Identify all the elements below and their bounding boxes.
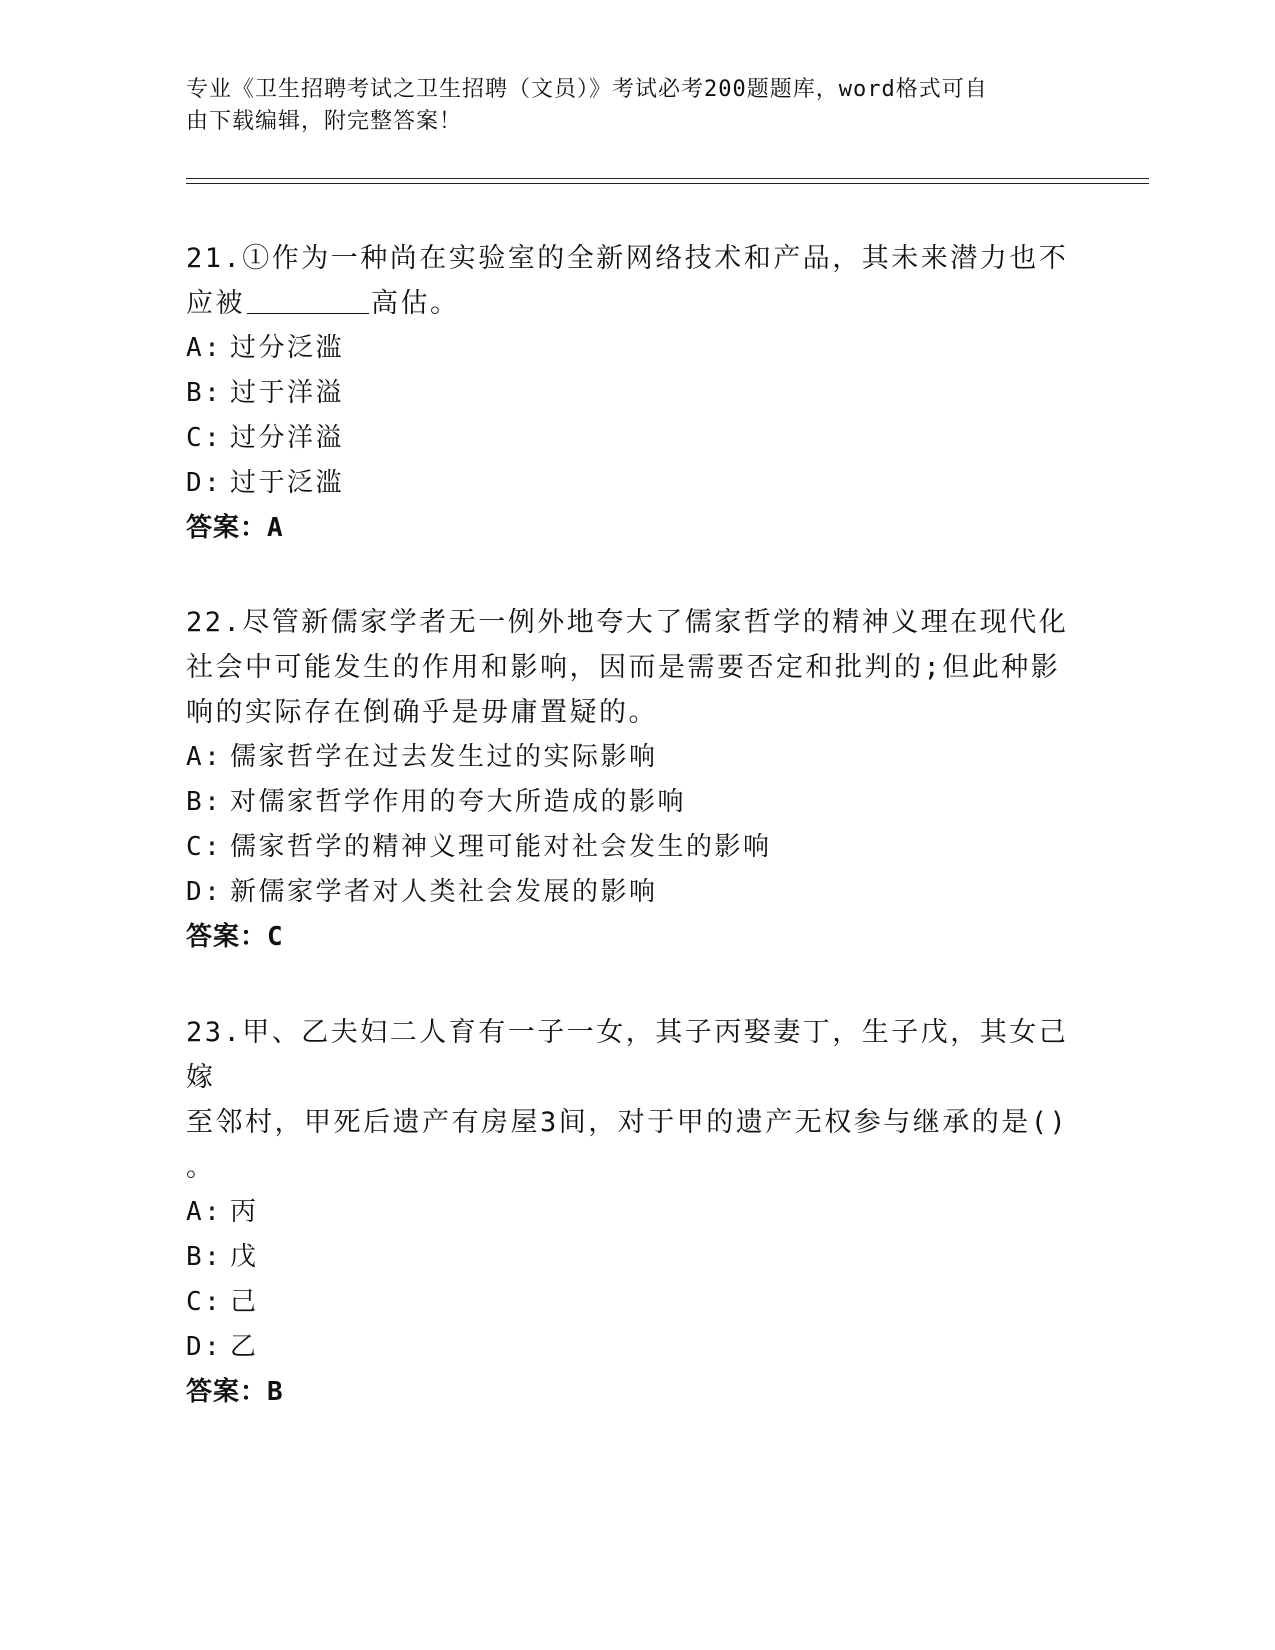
option-c: [186, 1280, 1076, 1325]
answer-line: 答案：B: [186, 1377, 284, 1407]
option-list: [186, 326, 1076, 506]
option-b: [186, 780, 1076, 825]
option-text: 戊: [230, 1242, 259, 1272]
header-divider-bottom: [186, 183, 1149, 184]
question-stem-text: 21.①作为一种尚在实验室的全新网络技术和产品，其未来潜力也不应被: [186, 243, 1069, 319]
question-stem: [186, 236, 1076, 326]
option-key: C:: [186, 423, 223, 453]
option-key: D:: [186, 1332, 223, 1362]
question-stem-line-2: 至邻村，甲死后遗产有房屋3间，对于甲的遗产无权参与继承的是(): [186, 1107, 1069, 1138]
option-b: [186, 371, 1076, 416]
option-text: 儒家哲学在过去发生过的实际影响: [230, 742, 658, 772]
question-stem-text-end: 高估。: [371, 288, 460, 319]
fill-in-blank: [247, 285, 369, 314]
header-line-1: 专业《卫生招聘考试之卫生招聘（文员）》考试必考200题题库，word格式可自: [186, 77, 988, 102]
header-line-2: 由下载编辑，附完整答案！: [186, 109, 463, 134]
option-c: [186, 825, 1076, 870]
option-a: [186, 1190, 1076, 1235]
option-key: B:: [186, 787, 223, 817]
option-d: [186, 1325, 1076, 1370]
document-header: [186, 74, 1086, 138]
question-stem: 22.尽管新儒家学者无一例外地夸大了儒家哲学的精神义理在现代化社会中可能发生的作用和影响，因而是需要否定和批判的;但此种影响的实际存在倒确乎是毋庸置疑的。: [186, 607, 1069, 728]
option-list: [186, 735, 1076, 915]
question-stem-line-3: 。: [186, 1152, 216, 1183]
option-text: 丙: [230, 1197, 259, 1227]
option-key: A:: [186, 742, 223, 772]
option-d: [186, 870, 1076, 915]
option-a: [186, 735, 1076, 780]
option-c: [186, 416, 1076, 461]
option-b: [186, 1235, 1076, 1280]
option-text: 过于泛滥: [230, 468, 345, 498]
answer-line: 答案：A: [186, 513, 284, 543]
question-stem: [186, 1010, 1076, 1190]
option-key: D:: [186, 877, 223, 907]
option-text: 过分洋溢: [230, 423, 345, 453]
option-text: 新儒家学者对人类社会发展的影响: [230, 877, 658, 907]
option-key: B:: [186, 378, 223, 408]
option-text: 己: [230, 1287, 259, 1317]
option-d: [186, 461, 1076, 506]
option-a: [186, 326, 1076, 371]
option-text: 过于洋溢: [230, 378, 345, 408]
header-divider-top: [186, 178, 1149, 179]
option-text: 乙: [230, 1332, 259, 1362]
option-text: 儒家哲学的精神义理可能对社会发生的影响: [230, 832, 772, 862]
option-key: C:: [186, 832, 223, 862]
question-stem-line-1: 23.甲、乙夫妇二人育有一子一女，其子丙娶妻丁，生子戊，其女己嫁: [186, 1017, 1069, 1093]
option-key: D:: [186, 468, 223, 498]
option-key: A:: [186, 333, 223, 363]
option-key: A:: [186, 1197, 223, 1227]
option-key: B:: [186, 1242, 223, 1272]
option-text: 过分泛滥: [230, 333, 345, 363]
question-22: [186, 600, 1076, 960]
question-23: [186, 1010, 1076, 1415]
option-list: [186, 1190, 1076, 1370]
option-key: C:: [186, 1287, 223, 1317]
question-21: [186, 236, 1076, 551]
option-text: 对儒家哲学作用的夸大所造成的影响: [230, 787, 687, 817]
answer-line: 答案：C: [186, 922, 284, 952]
